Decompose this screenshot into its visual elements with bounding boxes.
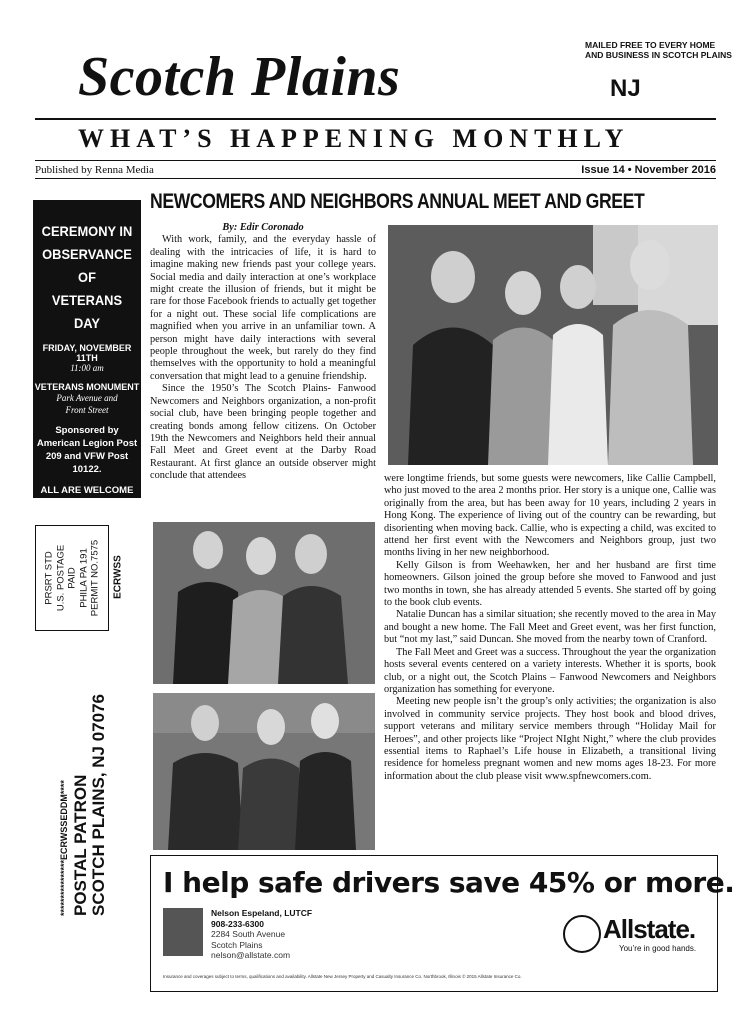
photo-three-women-2-image [153,693,375,850]
postal-city: SCOTCH PLAINS, NJ 07076 [89,693,108,917]
article-paragraph: Meeting new people isn’t the group’s only activities; the organization is also involved in community service projects. They host book and blood drives, support veterans and military service members through “Holiday Mail for Heroes”, and other projects like “Project NIght Night,” where the club provides essential items to Raphael’s Life house in Elizabeth, a transitional living residence for homeless pregnant women and new moms ages 18-23. For more information about the club please visit www.spfnewcomers.com. [384,696,716,782]
allstate-tagline: You’re in good hands. [619,944,697,953]
postal-patron-block [56,694,108,916]
photo-three-women [153,522,375,684]
article-paragraph: were longtime friends, but some guests were newcomers, like Callie Campbell, who just moved to the area 2 months prior. Her story is a unique one, Callie was originally from the area, but has been away for 10 years, including 2 years in Hong Kong. The experience of living out of the country can be rewarding, but disorienting when moving back. Callie, who is expecting a child, was excited to attend her first event with the Newcomers and Neighbors group, just two months living in her new neighborhood. [384,473,716,559]
issue-line: Issue 14 • November 2016 [581,164,716,176]
sidebar-title-line: OBSERVANCE [42,246,132,262]
sidebar-title-line: OF [78,269,96,285]
ecrwss-label: ECRWSS [112,555,124,599]
sidebar-sponsor-line: 209 and VFW Post [45,451,129,462]
article-paragraph: Natalie Duncan has a similar situation; she recently moved to the area in May and bought a new home. The Fall Meet and Greet event, was her first function, but “not my last,” said Duncan. She moved from the nearby town of Cranford. [384,609,716,646]
agent-phone: 908-233-6300 [211,918,264,929]
sidebar-title-line: CEREMONY IN [41,223,133,239]
agent-contact [211,908,312,961]
veterans-day-sidebar [33,200,141,512]
photo-four-women-image [388,225,718,465]
ecrwss-stars: ****************ECRWSSEDDM**** [59,780,69,917]
sidebar-sponsor-line: American Legion Post [36,438,138,449]
article-column-2 [384,473,716,783]
article-paragraph: The Fall Meet and Greet was a success. Throughout the year the organization hosts several events centered on a variety interests. Whether it is sports, book club, or a night out, the Scotch Plains – Fanwood Newcomers and Neighbors organization has something for everyone. [384,646,716,695]
article-paragraph: With work, family, and the everyday hassle of dealing with the intricacies of life, it is hard to imagine making new friends past your college years. Social media and daily interaction at one’s workplace might create the illusion of friends, but it might be rare for those Facebook friends to actually get together for a night out. These social life complications are magnified when you arrive in an unfamiliar town. A person might have daily interactions with several people throughout the week, but rarely do they find themselves with the opportunity to hold a meaningful conversation that might lead to a genuine friendship. [150,234,376,382]
masthead-rule-2 [35,160,716,161]
permit-line: PAID [66,567,78,589]
publisher-line: Published by Renna Media [35,164,154,176]
sidebar-time: 11:00 am [70,363,104,373]
mailed-free-notice [585,40,735,60]
sidebar-address-2: Front Street [65,405,109,415]
masthead-title: Scotch Plains [78,46,401,108]
sidebar-location: VETERANS MONUMENT [34,382,140,392]
sidebar-title-line: VETERANS DAY [51,292,123,331]
article-paragraph: Since the 1950’s The Scotch Plains- Fanwood Newcomers and Neighbors organization, a non-profit social club, have been bringing people together and creating bonds among fellow citizens. On October 19th the Newcomers and Neighbors held their annual Fall Meet and Greet event at the Darby Road Restaurant. At first glance an outside observer might conclude that attendees [150,383,376,482]
postage-permit-text [43,526,101,630]
photo-three-women-2 [153,693,375,850]
sidebar-sponsor-line: 10122. [72,464,102,475]
agent-town: Scotch Plains [211,939,263,950]
sidebar-date: FRIDAY, NOVEMBER 11TH [42,343,132,363]
agent-photo [163,908,203,956]
permit-line: PHILA PA 191 [77,548,89,608]
sidebar-sponsor-line: Sponsored by [55,425,119,436]
article-byline: By: Edir Coronado [222,222,304,233]
mailed-line-2: AND BUSINESS IN SCOTCH PLAINS [585,50,732,60]
ad-fine-print: Insurance and coverages subject to terms, qualifications and availability. Allstate New Jersey Property and Casualty Insurance Co. Northbrook, Illinois © 2015 Allstate Insurance Co. [163,974,522,979]
masthead-rule [35,118,716,120]
agent-name: Nelson Espeland, LUTCF [211,908,313,918]
article-headline: NEWCOMERS AND NEIGHBORS ANNUAL MEET AND GREET [150,190,645,213]
sidebar-phone: (908) 322-9845 [45,498,129,512]
agent-email[interactable]: nelson@allstate.com [211,950,291,960]
photo-three-women-image [153,522,375,684]
sidebar-title [37,220,136,335]
permit-line: PERMIT NO.7575 [89,539,101,617]
postage-permit-box [35,525,109,631]
permit-line: PRSRT STD [43,551,55,605]
masthead-subtitle: WHAT’S HAPPENING MONTHLY [78,124,630,153]
mailed-line-1: MAILED FREE TO EVERY HOME [585,40,716,50]
postal-patron: POSTAL PATRON [71,774,90,917]
article-column-1 [150,222,376,483]
ad-headline: I help safe drivers save 45% or more. [163,866,735,899]
sidebar-address-1: Park Avenue and [56,393,118,403]
masthead-rule-3 [35,178,716,179]
masthead-state: NJ [610,75,641,102]
allstate-hands-icon [563,915,601,953]
permit-line: U.S. POSTAGE [54,544,66,612]
sidebar-welcome: ALL ARE WELCOME [40,485,134,496]
photo-four-women [388,225,718,465]
allstate-logo: Allstate. [603,914,696,944]
article-paragraph: Kelly Gilson is from Weehawken, her and her husband are first time homeowners. Gilson joined the group before she moved to Fanwood and just two months in town, she has already attended 5 events. She started off by going to the book club events. [384,559,716,609]
sidebar-sponsors [33,424,141,476]
allstate-advertisement[interactable] [150,855,735,992]
agent-street: 2284 South Avenue [211,929,286,939]
